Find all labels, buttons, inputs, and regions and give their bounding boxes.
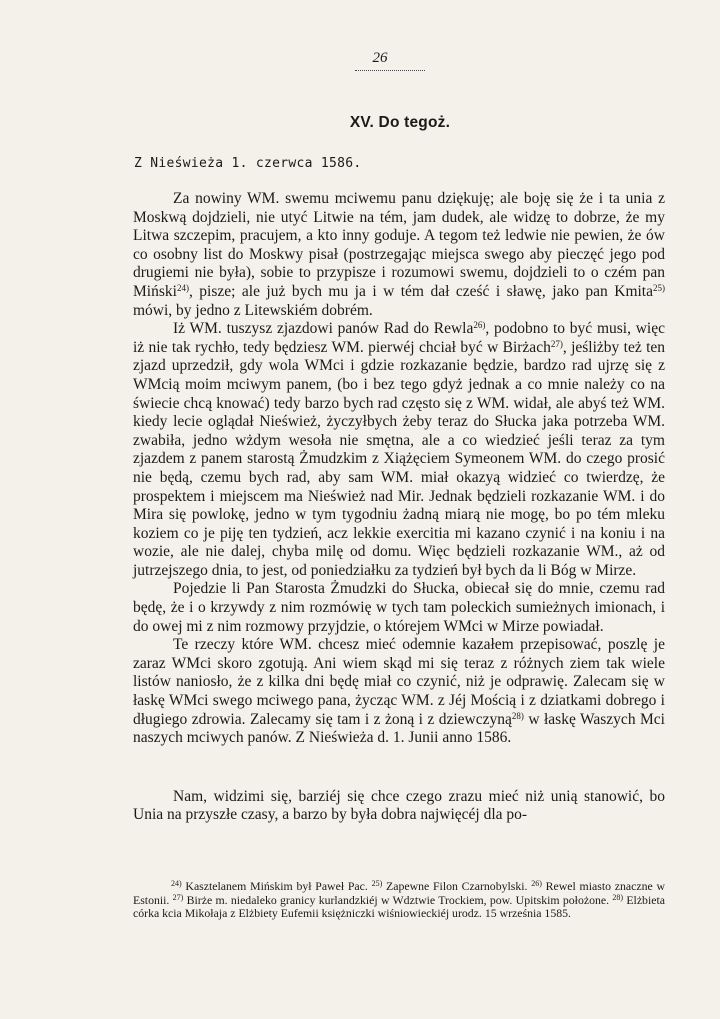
footnote-ref: 27) <box>550 338 563 349</box>
paragraph <box>133 788 665 825</box>
text-run: , pisze; ale już bych mu ja i w tém dał cześć i sławę, jako pan Kmita <box>188 282 653 300</box>
footnote-ref: 28) <box>612 892 624 902</box>
footnote-text <box>133 880 665 921</box>
letter-dateline: Z Nieświeża 1. czerwca 1586. <box>134 156 362 171</box>
page-number-rule <box>355 70 425 71</box>
letter-body <box>133 190 665 825</box>
paragraph <box>133 636 665 748</box>
footnote-ref: 28) <box>511 710 524 721</box>
footnote-ref: 24) <box>171 879 182 888</box>
text-run: Zapewne Filon Czarnobylski. <box>382 879 532 893</box>
text-run: , podobno to być musi, więc iż nie tak rychło, tedy będziesz WM. pierwéj chciał być w Birżach <box>133 320 665 356</box>
paragraph <box>133 190 665 320</box>
footnote-ref: 26) <box>531 879 542 888</box>
text-run: Pojedzie li Pan Starosta Żmudzki do Słucka, obiecał się do mnie, czemu rad będę, że i o krzywdy z nim rozmówię w tych tam poleckich sumieżnych imionach, i do owej mi z nim rozmowy przyjdzie, o którejem WMci w Mirze powiadał. <box>133 580 665 635</box>
paragraph <box>133 320 665 580</box>
text-run: , jeśliżby też ten zjazd uprzedził, gdy wola WMci i gdzie rozkazanie będzie, bardzo rad ujrzę się z WMcią moim mciwym panem, (bo i bez tego gdyż jednak a co mnie należy co na świecie chcą knować) tedy barzo bych rad często się z WM. widał, ale abyś też WM. kiedy lecie oglądał Nieśwież, życzyłbych żeby teraz do Słucka jaka potrzeba WM. zwabiła, jedno wżdym wesoła nie smętna, ale a co wiedzieć jeśli teraz za tym zjazdem z panem starostą Żmudzkim z Xiążęciem Symeonem WM. do czego prosić nie będą, czemu bych rad, aby sam WM. miał okazyą widzieć co twierdzę, że prospektem i miejscem ma Nieśwież nad Mir. Jednak będzieli rozkazanie WM. i do Mira się powlokę, jedno w tym tygodniu żadną miarą nie mogę, bo po tém mleku koziem co je piję ten tydzień, acz lekkie exercitia mi kazano czynić i na koniu i na wozie, ale nie dalej, chyba milę od domu. Więc będzieli rozkazanie WM., aż od jutrzejszego dnia, to jest, od poniedziałku za tydzień był bych da li Bóg w Mirze. <box>133 338 666 579</box>
text-run: Kasztelanem Mińskim był Paweł Pac. <box>181 879 372 893</box>
footnote-ref: 27) <box>172 892 184 902</box>
text-run: Za nowiny WM. swemu mciwemu panu dziękuję; ale boję się że i ta unia z Moskwą dojdzieli, nie utyć Litwie na tém, jam dudek, ale widzę to dobrze, że my Litwa szczepim, pracujem, a kto inny goduje. A tegom też ledwie nie pewien, że ów co osobny list do Moskwy pisał (postrzegając miejsca swego aby pieczęć jego pod drugiemi nie była), sobie to przypisze i rozumowi swemu, dojdzieli to o czém pan Miński <box>133 190 665 300</box>
paragraph <box>133 580 665 636</box>
footnote-ref: 25) <box>653 282 665 293</box>
text-run: Te rzeczy które WM. chcesz mieć odemnie kazałem przepisować, poszlę je zaraz WMci skoro zgotują. Ani wiem skąd mi się teraz z różnych ziem tak wiele listów naniosło, że z kilka dni będę miał co czynić, niż je odprawię. Zalecam się w łaskę WMci swego mciwego pana, życząc WM. z Jéj Mością i z dziatkami dobrego i długiego zdrowia. Zalecamy się tam i z żoną i z dziewczyną <box>133 636 665 728</box>
text-run: mówi, by jedno z Litewskiém dobrém. <box>133 301 373 319</box>
text-run: Nam, widzimi się, barziéj się chce czego zrazu mieć niż unią stanowić, bo Unia na przyszłe czasy, a barzo by była dobra najwięcéj dla po- <box>133 787 665 824</box>
page-number: 26 <box>372 50 388 66</box>
letter-heading: XV. Do tegoż. <box>349 114 451 131</box>
footnote-ref: 26) <box>473 320 486 331</box>
text-run: Elżbieta córka kcia Mikołaja z Elżbiety Eufemii księżniczki wiśniowieckiéj urodz. 15 września 1585. <box>133 892 665 921</box>
text-run: Iż WM. tuszysz zjazdowi panów Rad do Rewla <box>173 320 474 338</box>
footnote-ref: 25) <box>371 879 383 888</box>
footnote-ref: 24) <box>176 282 189 293</box>
footnotes <box>133 880 665 921</box>
text-run: Birże m. niedaleko granicy kurlandzkiéj w Wdztwie Trockiem, pow. Upitskim położone. <box>183 892 613 907</box>
text-run: w łaskę Waszych Mci naszych mciwych panów. Z Nieświeża d. 1. Junii anno 1586. <box>133 710 665 747</box>
text-run: Rewel miasto znaczne w Estonii. <box>133 879 666 907</box>
